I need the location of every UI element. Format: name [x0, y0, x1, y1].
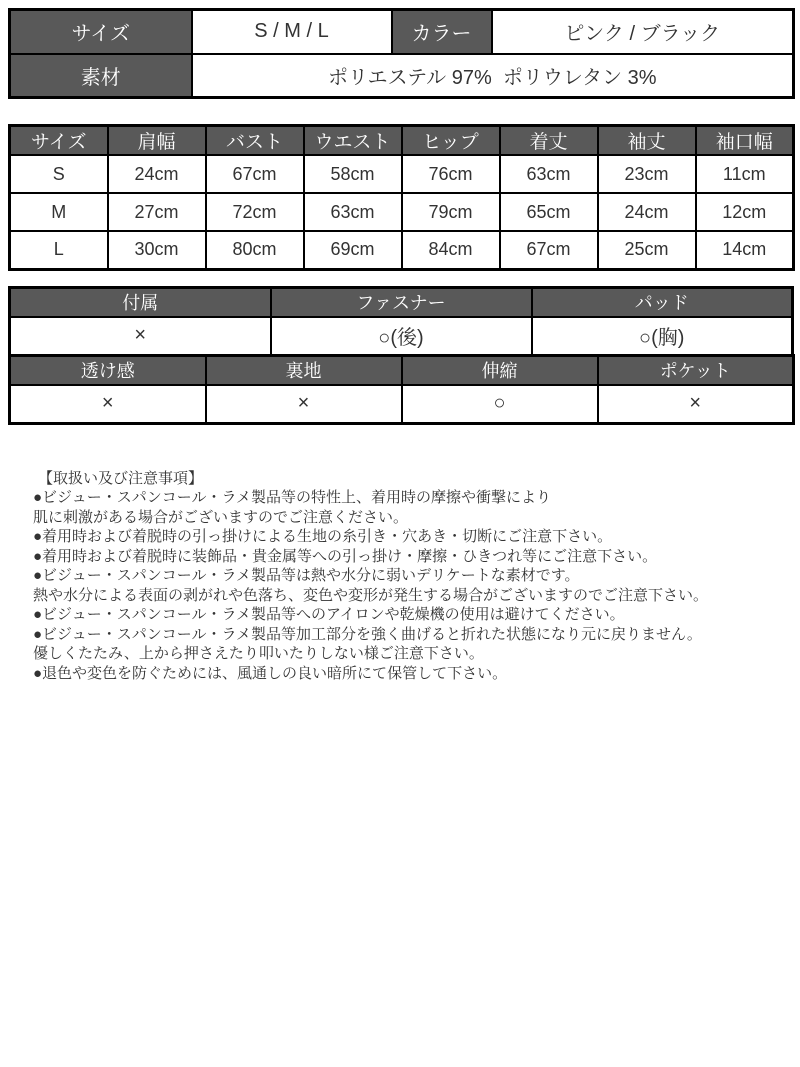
measurement-cell: 72cm	[206, 193, 304, 231]
lining-value-cell: ×	[206, 385, 402, 423]
note-line: ●ビジュー・スパンコール・ラメ製品等の特性上、着用時の摩擦や衝撃により	[33, 489, 552, 506]
column-header-stretch: 伸縮	[402, 355, 598, 385]
column-header-fastener: ファスナー	[271, 287, 532, 317]
measurement-cell: 11cm	[696, 155, 794, 193]
table-row	[10, 10, 794, 54]
color-label-cell: カラー	[392, 10, 492, 54]
measurement-cell: 79cm	[402, 193, 500, 231]
features-b-header-row	[10, 355, 794, 385]
accessory-value-cell: ×	[10, 317, 271, 355]
measurement-cell: L	[10, 231, 108, 269]
note-line: ●ビジュー・スパンコール・ラメ製品等は熱や水分に弱いデリケートな素材です。	[33, 567, 580, 584]
measurement-cell: 24cm	[108, 155, 206, 193]
measurements-row-s	[10, 155, 794, 193]
product-info-table	[8, 8, 795, 99]
measurement-cell: 84cm	[402, 231, 500, 269]
measurement-cell: 69cm	[304, 231, 402, 269]
material-label-cell: 素材	[10, 54, 192, 98]
material-value-cell: ポリエステル 97% ポリウレタン 3%	[192, 54, 794, 98]
note-line: ●退色や変色を防ぐためには、風通しの良い暗所にて保管して下さい。	[33, 664, 508, 682]
measurement-cell: 63cm	[500, 155, 598, 193]
measurements-table	[8, 124, 795, 271]
measurements-row-m	[10, 193, 794, 231]
measurement-cell: 30cm	[108, 231, 206, 269]
measurement-cell: 63cm	[304, 193, 402, 231]
column-header-bust: バスト	[206, 126, 304, 156]
measurement-cell: 12cm	[696, 193, 794, 231]
measurement-cell: 25cm	[598, 231, 696, 269]
care-notes-title: 【取扱い及び注意事項】	[38, 469, 204, 487]
stretch-value-cell: ○	[402, 385, 598, 423]
note-line: 優しくたたみ、上から押さえたり叩いたりしない様ご注意下さい。	[33, 645, 484, 662]
measurement-cell: 23cm	[598, 155, 696, 193]
pocket-value-cell: ×	[598, 385, 794, 423]
column-header-shoulder: 肩幅	[108, 126, 206, 156]
note-line: 熱や水分による表面の剥がれや色落ち、変色や変形が発生する場合がございますのでご注意下さい。	[33, 586, 709, 604]
size-label-cell: サイズ	[10, 10, 192, 54]
measurement-cell: 14cm	[696, 231, 794, 269]
note-line: ●ビジュー・スパンコール・ラメ製品等へのアイロンや乾燥機の使用は避けてください。	[33, 606, 625, 623]
features-b-value-row	[10, 385, 794, 423]
measurement-cell: 58cm	[304, 155, 402, 193]
note-line: 肌に刺激がある場合がございますのでご注意ください。	[33, 508, 409, 526]
measurement-cell: 27cm	[108, 193, 206, 231]
features-a-header-row	[10, 287, 793, 317]
measurement-cell: M	[10, 193, 108, 231]
note-line: ●着用時および着脱時に装飾品・貴金属等への引っ掛け・摩擦・ひきつれ等にご注意下さい。	[33, 547, 658, 565]
measurement-cell: 24cm	[598, 193, 696, 231]
note-line: ●ビジュー・スパンコール・ラメ製品等加工部分を強く曲げると折れた状態になり元に戻りません。	[33, 625, 702, 643]
measurement-cell: 67cm	[500, 231, 598, 269]
measurement-cell: 80cm	[206, 231, 304, 269]
sheerness-value-cell: ×	[10, 385, 206, 423]
column-header-size: サイズ	[10, 126, 108, 156]
column-header-accessory: 付属	[10, 287, 271, 317]
column-header-sleeve: 袖丈	[598, 126, 696, 156]
color-value-cell: ピンク / ブラック	[492, 10, 794, 54]
column-header-hip: ヒップ	[402, 126, 500, 156]
measurement-cell: 65cm	[500, 193, 598, 231]
column-header-pocket: ポケット	[598, 355, 794, 385]
column-header-cuff: 袖口幅	[696, 126, 794, 156]
size-value-cell: S / M / L	[192, 10, 392, 54]
measurements-header-row	[10, 126, 794, 156]
column-header-lining: 裏地	[206, 355, 402, 385]
column-header-waist: ウエスト	[304, 126, 402, 156]
fastener-value-cell: ○(後)	[271, 317, 532, 355]
column-header-length: 着丈	[500, 126, 598, 156]
features-table-a	[8, 286, 794, 357]
measurement-cell: S	[10, 155, 108, 193]
features-a-value-row	[10, 317, 793, 355]
care-notes	[8, 469, 792, 684]
measurement-cell: 67cm	[206, 155, 304, 193]
column-header-pad: パッド	[532, 287, 793, 317]
features-table-b	[8, 354, 795, 425]
note-line: ●着用時および着脱時の引っ掛けによる生地の糸引き・穴あき・切断にご注意下さい。	[33, 528, 613, 545]
measurement-cell: 76cm	[402, 155, 500, 193]
table-row	[10, 54, 794, 98]
column-header-sheerness: 透け感	[10, 355, 206, 385]
pad-value-cell: ○(胸)	[532, 317, 793, 355]
measurements-row-l	[10, 231, 794, 269]
